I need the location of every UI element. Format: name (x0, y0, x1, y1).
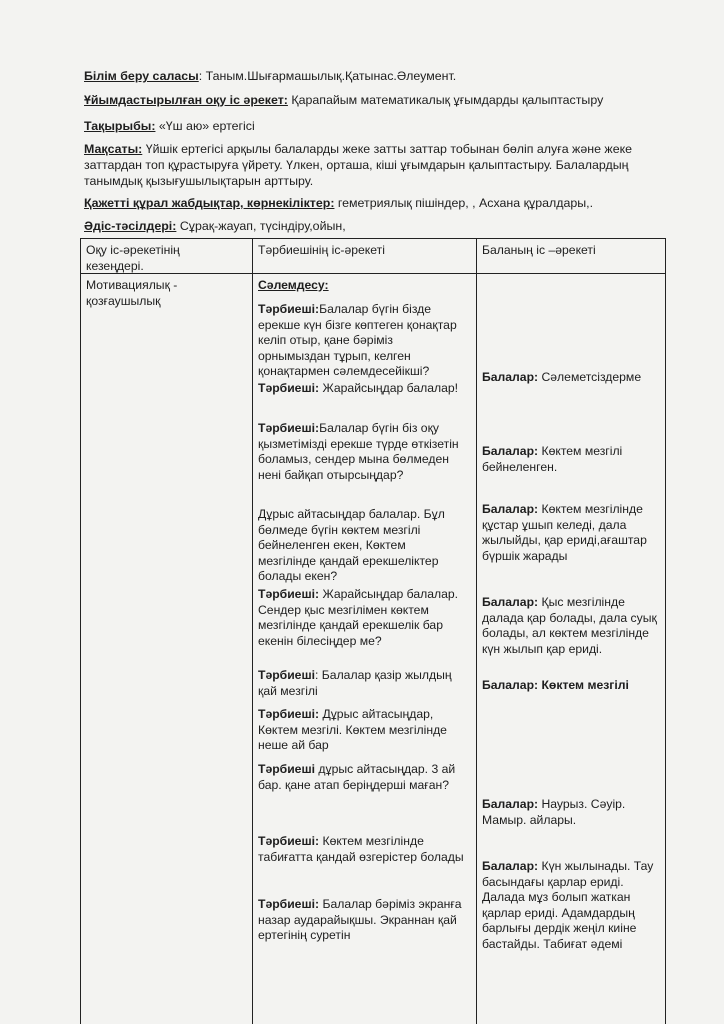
teacher-text-2: Жарайсыңдар балалар! (319, 381, 459, 395)
subject-area-line (84, 68, 456, 84)
children-text-2: Көктем мезгілі бейнеленген. (482, 444, 623, 474)
children-label: Балалар: (482, 859, 539, 873)
children-label: Балалар: (482, 678, 539, 692)
children-label: Балалар: (482, 595, 539, 609)
teacher-label: Тәрбиеші: (258, 707, 320, 721)
col-header-children: Баланың іс –әрекеті (482, 243, 596, 257)
children-text-7: Күн жылынады. Тау басындағы қарлар ериді. Далада мұз болып жаткан қарлар ериді. Адамдардың барлығы дердік жеңіл киіне бастайды. Табиғат әдемі (482, 859, 654, 951)
goal-key: Мақсаты: (84, 142, 143, 156)
teacher-turn-3 (258, 421, 464, 483)
activity-key: Ұйымдастырылған оқу іс әрекет: (84, 93, 288, 107)
children-turn-7 (482, 859, 662, 952)
teacher-turn-4 (258, 507, 464, 585)
children-turn-2 (482, 444, 652, 475)
children-turn-5 (482, 678, 672, 694)
teacher-text-1: Балалар бүгін бізде ерекше күн бізге көптеген қонақтар келіп отыр, қане бәріміз орнымыздан тұрып, келген қонақтармен сәлемдесейікші? (258, 302, 457, 378)
topic-line (84, 118, 255, 134)
table-left-border (80, 238, 81, 1024)
teacher-label: Тәрбиеші: (258, 834, 320, 848)
methods-key: Әдіс-тәсілдері: (84, 219, 177, 233)
activity-value: Қарапайым математикалық ұғымдарды қалыптастыру (287, 93, 604, 107)
teacher-turn-6 (258, 668, 464, 699)
col-header-stages: Оқу іс-әрекетінің кезеңдері. (86, 243, 180, 273)
teacher-text-8: дұрыс айтасыңдар. 3 ай бар. қане атап беріңдерші маған? (258, 762, 456, 792)
teacher-turn-10 (258, 897, 464, 944)
table-col-divider-2 (476, 238, 477, 1024)
teacher-text-4: Дұрыс айтасыңдар балалар. Бұл бөлмеде бүгін көктем мезгілі бейнеленген екен, Көктем мезгілінде қандай ерекшеліктер болады екен? (258, 507, 445, 583)
topic-value: «Үш аю» ертегісі (155, 119, 255, 133)
greeting-label: Сәлемдесу: (258, 278, 329, 292)
materials-line (84, 195, 593, 211)
children-label: Балалар: (482, 502, 539, 516)
children-text-1: Сәлеметсіздерме (538, 370, 642, 384)
teacher-text-9: Көктем мезгілінде табиғатта қандай өзгерістер болады (258, 834, 464, 864)
stage-motivation: Мотивациялық - қозғаушылық (86, 278, 178, 308)
teacher-turn-8 (258, 762, 464, 793)
teacher-label: Тәрбиеші: (258, 587, 320, 601)
topic-key: Тақырыбы: (84, 119, 156, 133)
children-text-5: Көктем мезгілі (538, 678, 629, 692)
table-top-border (80, 238, 665, 239)
goal-line (84, 141, 674, 189)
teacher-text-3: Балалар бүгін біз оқу қызметімізді ерекше түрде өткізетін боламыз, сендер мына бөлмеден нені байқап отырсыңдар? (258, 421, 459, 482)
teacher-label: Тәрбиеші: (258, 421, 320, 435)
methods-line (84, 218, 346, 234)
materials-value: геметриялық пішіндер, , Асхана құралдары,. (334, 196, 594, 210)
teacher-turn-5 (258, 587, 464, 649)
children-text-6: Наурыз. Сәуір. Мамыр. айлары. (482, 797, 626, 827)
teacher-turn-9 (258, 834, 464, 865)
goal-value: Үйшік ертегісі арқылы балаларды жеке затты заттар тобынан бөліп алуға және жеке заттардан топ құрастыруға үйрету. Үлкен, орташа, кіші ұғымдарын қалыптастыру. Балалардың танымдық қызығушылықтарын арттыру. (84, 142, 633, 188)
activity-line (84, 92, 603, 108)
methods-value: Сұрақ-жауап, түсіндіру,ойын, (176, 219, 346, 233)
teacher-label: Тәрбиеші (258, 762, 316, 776)
subject-area-key: Білім беру саласы (84, 69, 199, 83)
materials-key: Қажетті құрал жабдықтар, көрнекіліктер: (84, 196, 335, 210)
teacher-turn-2 (258, 381, 464, 397)
teacher-turn-1 (258, 302, 464, 380)
children-text-4: Қыс мезгілінде далада қар болады, дала суық болады, ал көктем мезгілінде күн жылып қар ериді. (482, 595, 657, 656)
teacher-text-7: Дұрыс айтасыңдар, Көктем мезгілі. Көктем мезгілінде неше ай бар (258, 707, 447, 752)
teacher-label: Тәрбиеші: (258, 302, 320, 316)
table-col-divider-1 (252, 238, 253, 1024)
teacher-text-10: Балалар бәріміз экранға назар аударайықшы. Экраннан қай ертегінің суретін (258, 897, 462, 942)
subject-area-value: : Таным.Шығармашылық.Қатынас.Әлеумент. (198, 69, 457, 83)
table-right-border (665, 238, 666, 1024)
children-label: Балалар: (482, 797, 539, 811)
teacher-turn-7 (258, 707, 464, 754)
teacher-text-6: : Балалар қазір жылдың қай мезгілі (258, 668, 452, 698)
children-text-3: Көктем мезгілінде құстар ұшып келеді, дала жылыйды, қар ериді,ағаштар бүршік жарады (482, 502, 647, 563)
teacher-label: Тәрбиеші (258, 668, 316, 682)
children-label: Балалар: (482, 444, 539, 458)
teacher-text-5: Жарайсыңдар балалар. Сендер қыс мезгілімен көктем мезгілінде қандай ерекшелік бар екенін білесіңдер ме? (258, 587, 459, 648)
children-turn-1 (482, 370, 662, 386)
teacher-label: Тәрбиеші: (258, 897, 320, 911)
children-turn-3 (482, 502, 662, 564)
teacher-label: Тәрбиеші: (258, 381, 320, 395)
children-turn-6 (482, 797, 660, 828)
col-header-teacher: Тәрбиешінің іс-әрекеті (258, 243, 385, 257)
children-label: Балалар: (482, 370, 539, 384)
greeting-heading (258, 278, 472, 294)
children-turn-4 (482, 595, 660, 657)
